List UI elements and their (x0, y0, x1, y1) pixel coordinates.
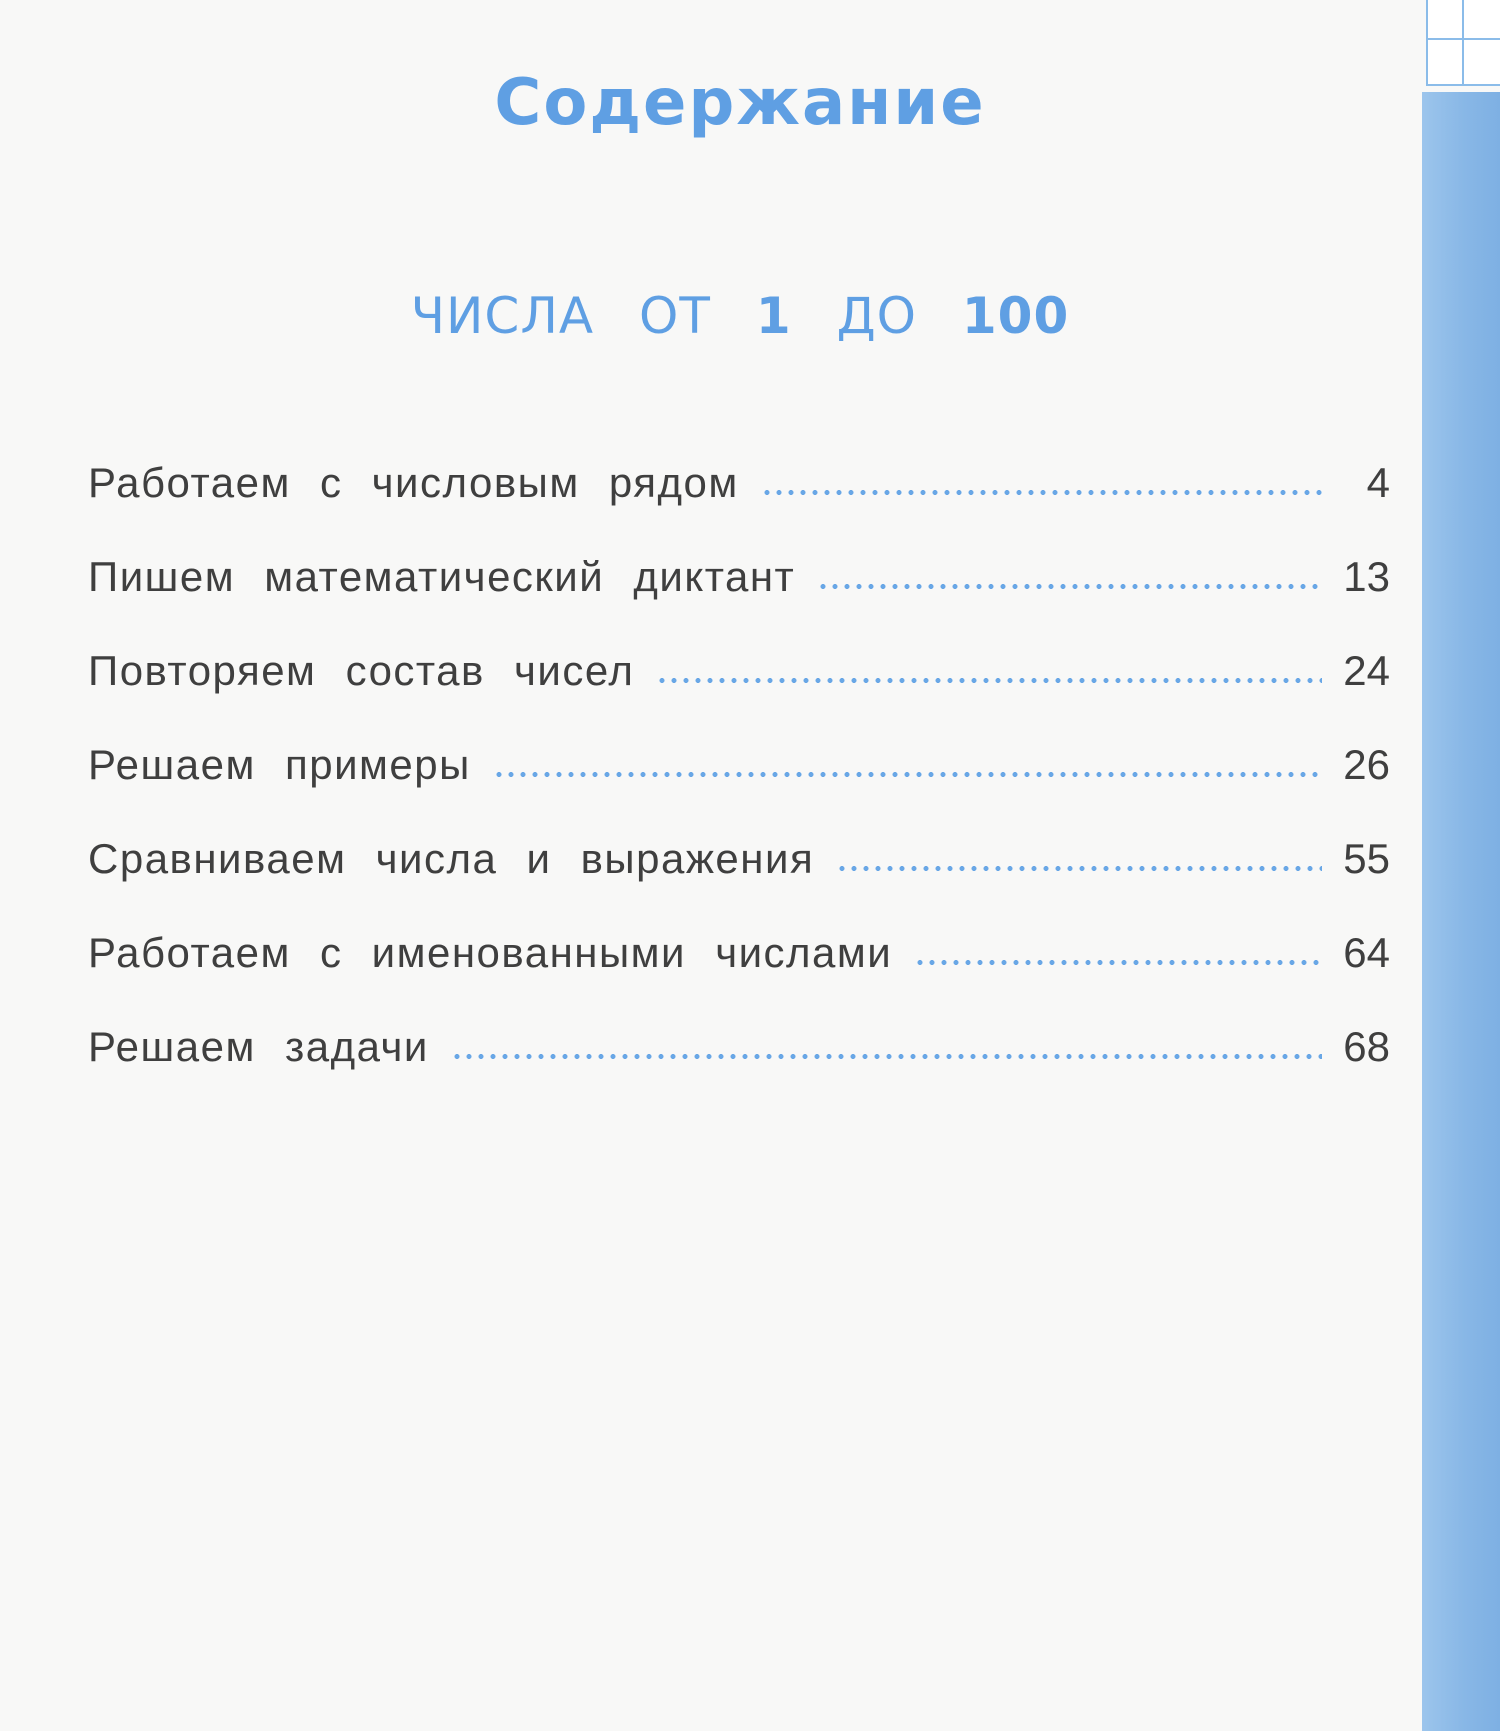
section-heading (0, 287, 1480, 345)
toc-entry[interactable] (88, 420, 1390, 514)
toc-entry[interactable] (88, 608, 1390, 702)
toc-leader-dots (493, 771, 1322, 778)
toc-leader-dots (761, 489, 1322, 496)
toc-entry-page: 13 (1343, 553, 1390, 600)
toc-leader-dots (451, 1053, 1322, 1060)
toc-entry-page: 64 (1343, 929, 1390, 976)
toc-entry[interactable] (88, 702, 1390, 796)
toc-entry-page: 55 (1343, 835, 1390, 882)
toc-leader-dots (836, 865, 1322, 872)
toc-leader-dots (656, 677, 1322, 684)
section-number-end: 100 (961, 287, 1070, 345)
toc-entry[interactable] (88, 796, 1390, 890)
toc-entry-title: Работаем с именованными числами (88, 929, 893, 976)
toc-entry-page: 4 (1366, 459, 1390, 506)
toc-entry-page: 24 (1343, 647, 1390, 694)
toc-entry-title: Решаем задачи (88, 1023, 429, 1070)
toc-entry-page: 26 (1343, 741, 1390, 788)
toc-entry[interactable] (88, 984, 1390, 1078)
toc-leader-dots (817, 583, 1322, 590)
section-number-start: 1 (755, 287, 792, 345)
section-word-to: ДО (836, 287, 917, 345)
toc-leader-dots (914, 959, 1322, 966)
toc-entry-title: Работаем с числовым рядом (88, 459, 739, 506)
section-word-from: ОТ (639, 287, 711, 345)
toc-entry[interactable] (88, 514, 1390, 608)
toc-entry-title: Пишем математический диктант (88, 553, 796, 600)
section-word-numbers: ЧИСЛА (410, 287, 595, 345)
toc-entry-title: Повторяем состав чисел (88, 647, 635, 694)
toc-entry-title: Решаем примеры (88, 741, 471, 788)
toc-entry-page: 68 (1343, 1023, 1390, 1070)
page-title: Содержание (494, 66, 986, 140)
toc-entry[interactable] (88, 890, 1390, 984)
toc-entry-title: Сравниваем числа и выражения (88, 835, 815, 882)
table-of-contents (88, 420, 1390, 1078)
